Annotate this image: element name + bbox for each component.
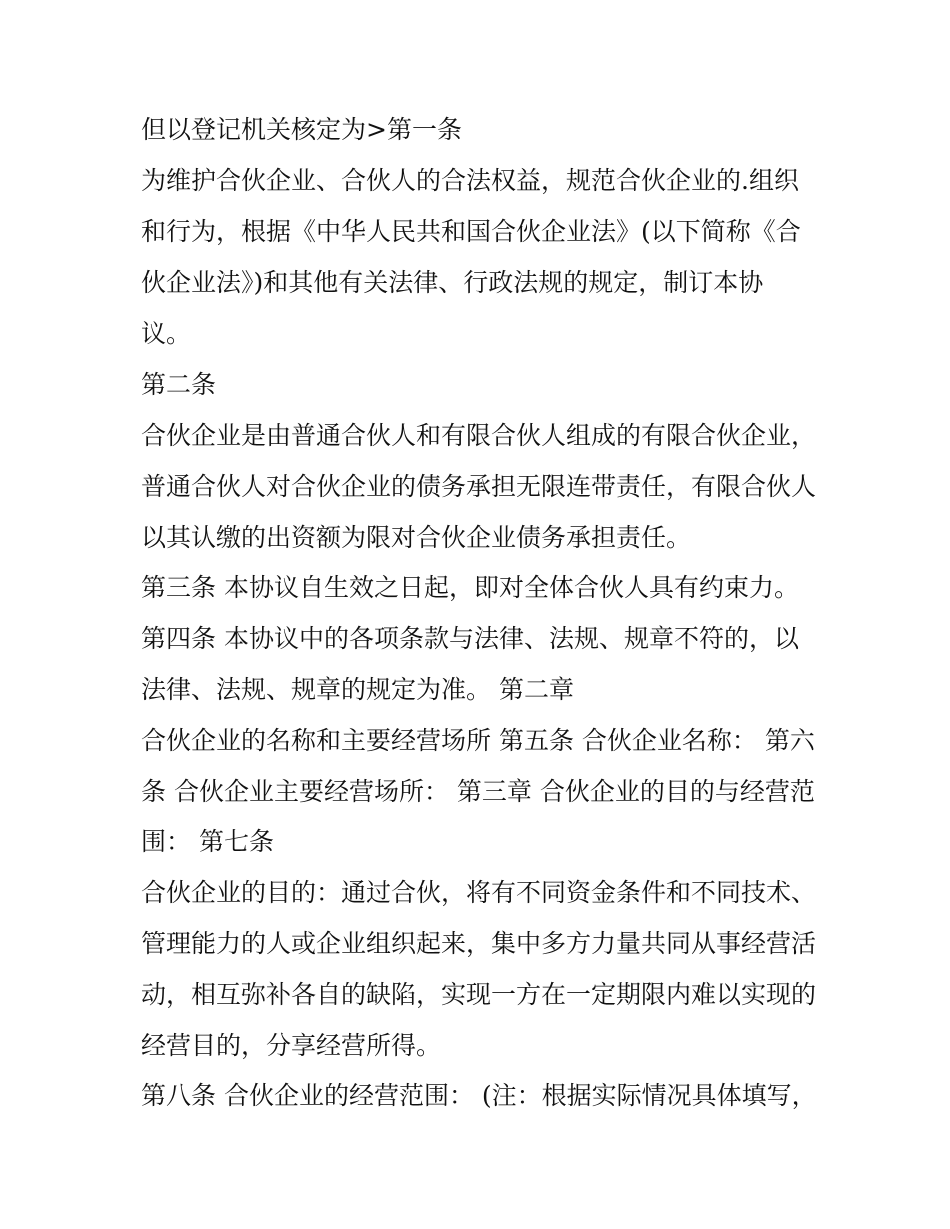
text-line: 管理能力的人或企业组织起来，集中多方力量共同从事经营活 [141, 929, 817, 958]
text-line: 第三条 本协议自生效之日起，即对全体合伙人具有约束力。 [141, 573, 799, 602]
text-line: 条 合伙企业主要经营场所： 第三章 合伙企业的目的与经营范 [141, 777, 815, 806]
text-line: 合伙企业是由普通合伙人和有限合伙人组成的有限合伙企业， [141, 421, 817, 450]
text-line: 经营目的，分享经营所得。 [141, 1031, 442, 1060]
text-line: 和行为，根据《中华人民共和国合伙企业法》(以下简称《合 [141, 217, 801, 246]
text-line: 普通合伙人对合伙企业的债务承担无限连带责任，有限合伙人 [141, 472, 817, 501]
text-line: 动，相互弥补各自的缺陷，实现一方在一定期限内难以实现的 [141, 980, 817, 1009]
text-line: 围： 第七条 [141, 827, 274, 856]
text-line: 第四条 本协议中的各项条款与法律、法规、规章不符的，以 [141, 624, 799, 653]
text-line: 为维护合伙企业、合伙人的合法权益，规范合伙企业的.组织 [141, 166, 799, 195]
text-line: 第二条 [141, 370, 217, 399]
text-line: 合伙企业的名称和主要经营场所 第五条 合伙企业名称： 第六 [141, 726, 815, 755]
text-line: 合伙企业的目的：通过合伙，将有不同资金条件和不同技术、 [141, 878, 817, 907]
text-line: 但以登记机关核定为>第一条 [141, 115, 462, 144]
text-line: 以其认缴的出资额为限对合伙企业债务承担责任。 [141, 523, 692, 552]
text-line: 第八条 合伙企业的经营范围： (注：根据实际情况具体填写， [141, 1081, 817, 1110]
text-line: 伙企业法》)和其他有关法律、行政法规的规定，制订本协 [141, 268, 764, 297]
text-line: 法律、法规、规章的规定为准。 第二章 [141, 675, 574, 704]
text-line: 议。 [141, 319, 192, 348]
